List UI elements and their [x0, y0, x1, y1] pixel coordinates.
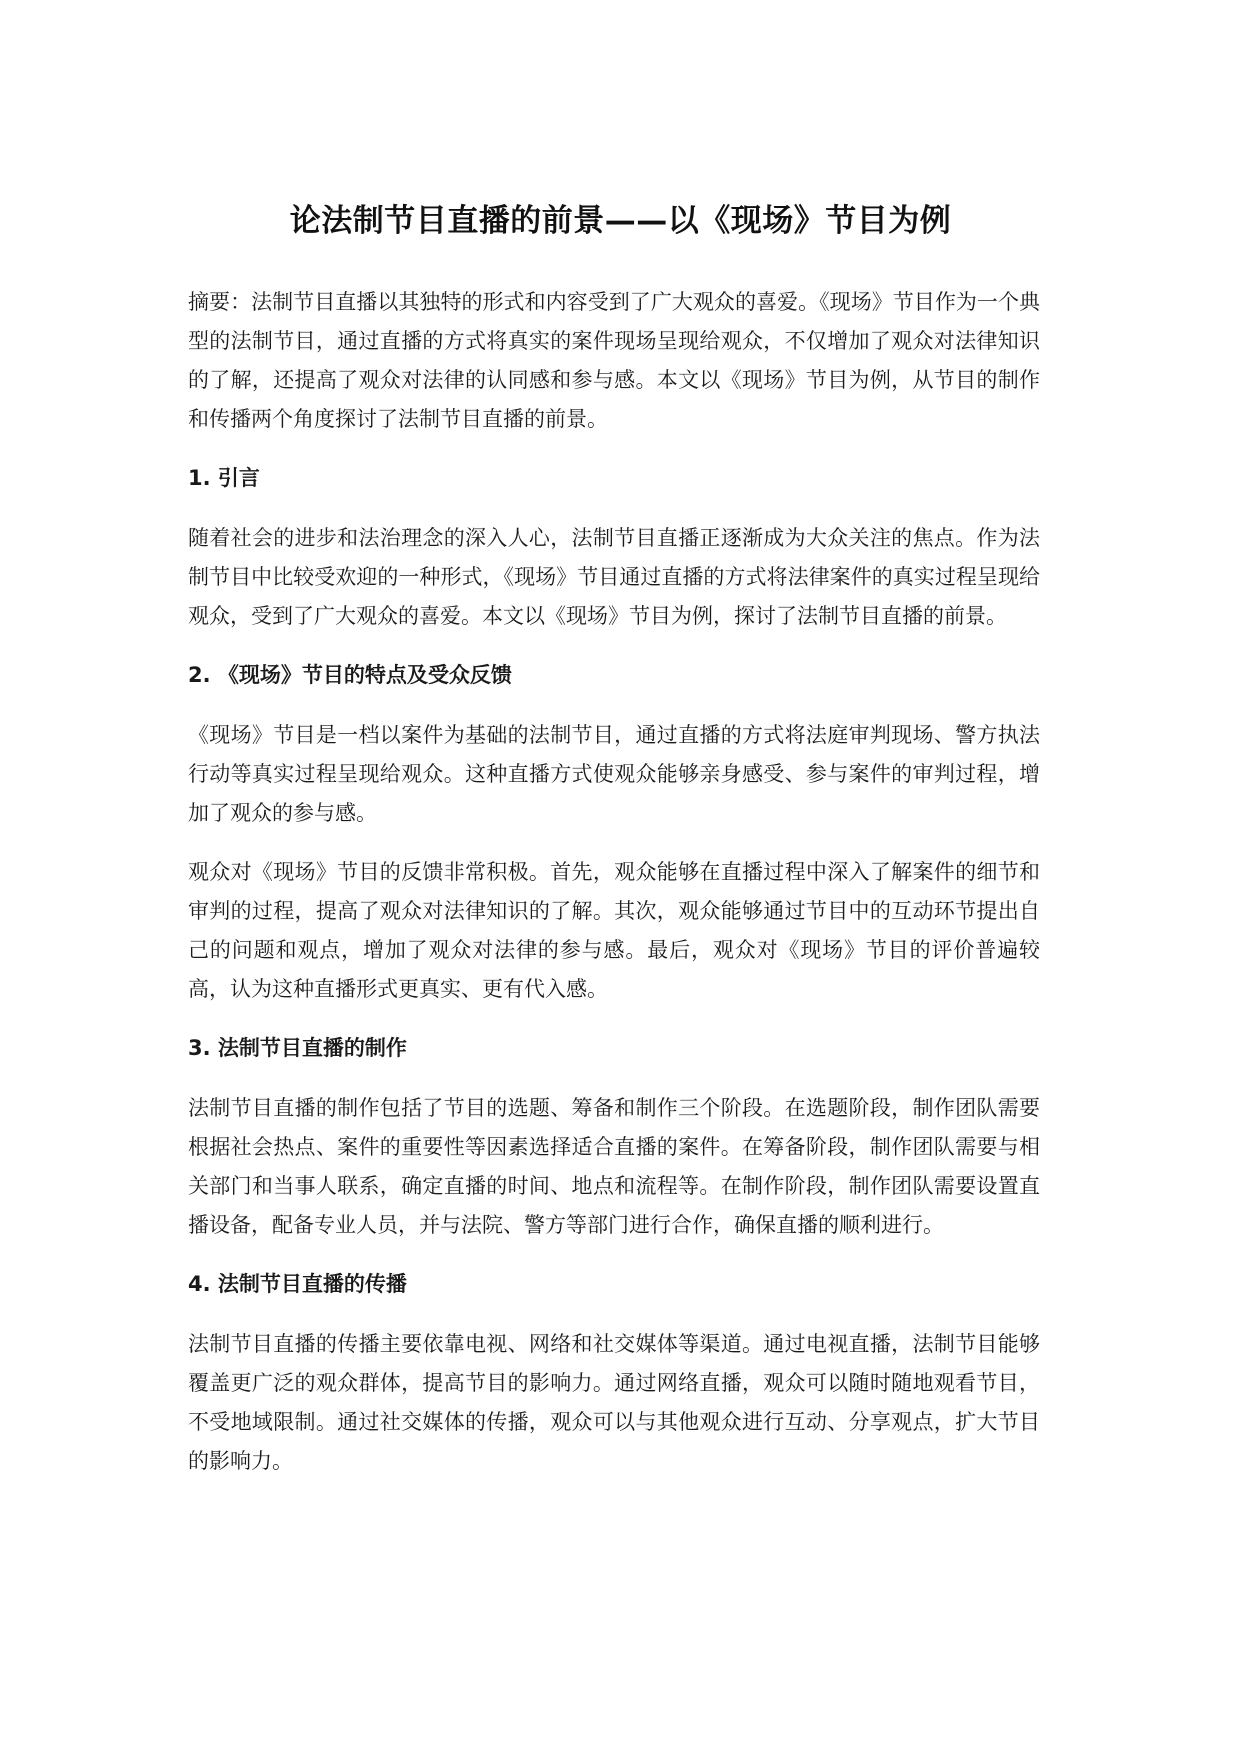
document-body	[188, 283, 1040, 1481]
body-paragraph: 法制节目直播的制作包括了节目的选题、筹备和制作三个阶段。在选题阶段，制作团队需要根据社会热点、案件的重要性等因素选择适合直播的案件。在筹备阶段，制作团队需要与相关部门和当事人联系，确定直播的时间、地点和流程等。在制作阶段，制作团队需要设置直播设备，配备专业人员，并与法院、警方等部门进行合作，确保直播的顺利进行。	[188, 1096, 1040, 1237]
body-paragraph: 随着社会的进步和法治理念的深入人心，法制节目直播正逐渐成为大众关注的焦点。作为法制节目中比较受欢迎的一种形式，《现场》节目通过直播的方式将法律案件的真实过程呈现给观众，受到了广大观众的喜爱。本文以《现场》节目为例，探讨了法制节目直播的前景。	[188, 526, 1040, 628]
section-heading-distribution: 4. 法制节目直播的传播	[188, 1272, 407, 1296]
section-heading-introduction: 1. 引言	[188, 466, 260, 490]
section-heading-production: 3. 法制节目直播的制作	[188, 1036, 407, 1060]
body-paragraph: 法制节目直播的传播主要依靠电视、网络和社交媒体等渠道。通过电视直播，法制节目能够覆盖更广泛的观众群体，提高节目的影响力。通过网络直播，观众可以随时随地观看节目，不受地域限制。通过社交媒体的传播，观众可以与其他观众进行互动、分享观点，扩大节目的影响力。	[188, 1332, 1040, 1473]
abstract-paragraph: 摘要：法制节目直播以其独特的形式和内容受到了广大观众的喜爱。《现场》节目作为一个典型的法制节目，通过直播的方式将真实的案件现场呈现给观众，不仅增加了观众对法律知识的了解，还提高了观众对法律的认同感和参与感。本文以《现场》节目为例，从节目的制作和传播两个角度探讨了法制节目直播的前景。	[188, 290, 1040, 431]
document-title: 论法制节目直播的前景——以《现场》节目为例	[289, 202, 952, 239]
body-paragraph: 《现场》节目是一档以案件为基础的法制节目，通过直播的方式将法庭审判现场、警方执法行动等真实过程呈现给观众。这种直播方式使观众能够亲身感受、参与案件的审判过程，增加了观众的参与感。	[188, 723, 1040, 825]
section-heading-features: 2. 《现场》节目的特点及受众反馈	[188, 663, 512, 687]
body-paragraph: 观众对《现场》节目的反馈非常积极。首先，观众能够在直播过程中深入了解案件的细节和审判的过程，提高了观众对法律知识的了解。其次，观众能够通过节目中的互动环节提出自己的问题和观点，增加了观众对法律的参与感。最后，观众对《现场》节目的评价普遍较高，认为这种直播形式更真实、更有代入感。	[188, 860, 1040, 1001]
